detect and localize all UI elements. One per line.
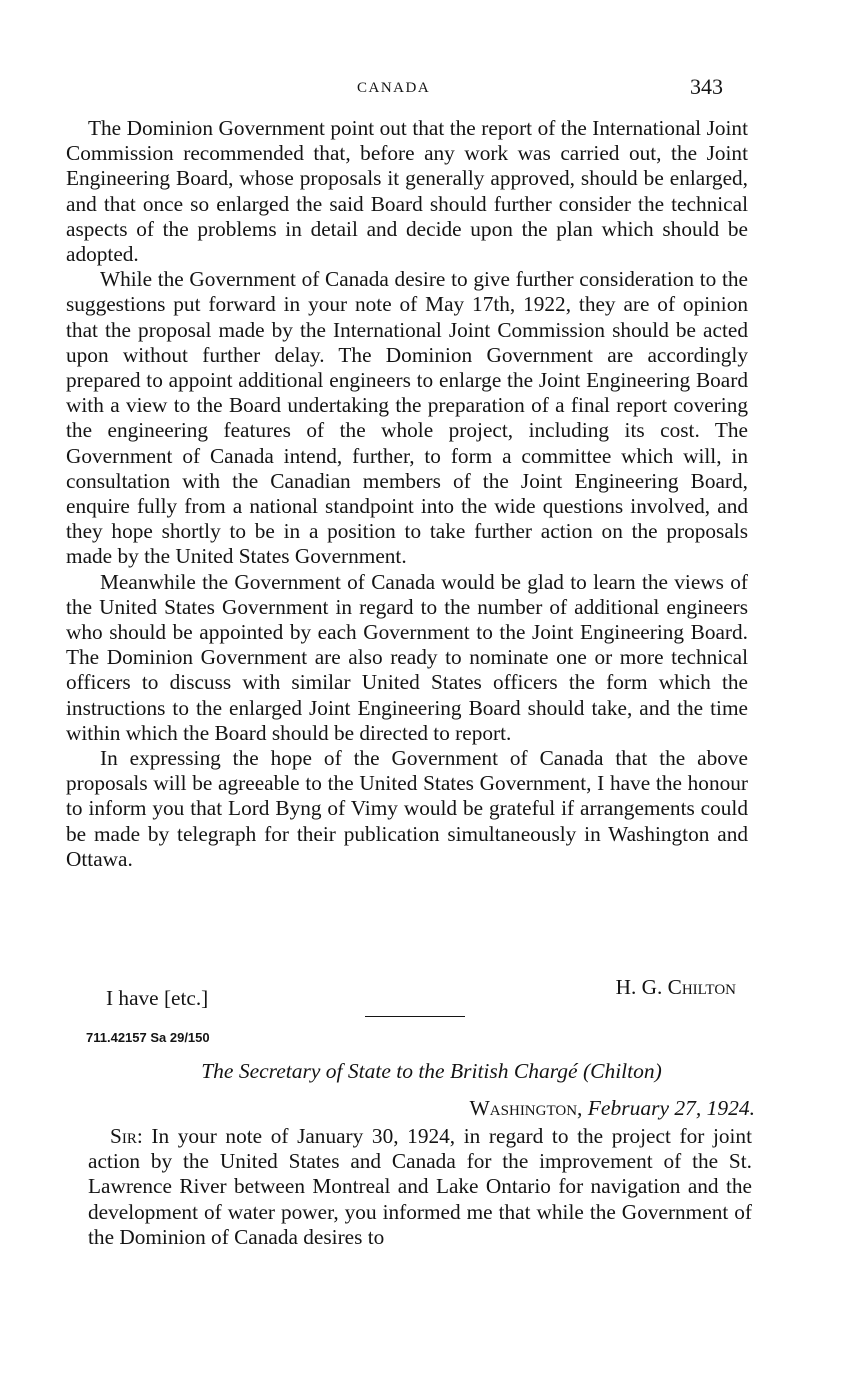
running-header [0,76,863,102]
paragraph: Meanwhile the Government of Canada would be glad to learn the views of the United States Government in regard to the number of additional engineers who should be appointed by each Government to the Joint Engineering Board. The Dominion Government are also ready to nominate one or more technical officers to discuss with similar United States officers the form which the instructions to the enlarged Joint Engineering Board should take, and the time within which the Board should be directed to report. [66,569,748,745]
closing-phrase: I have [etc.] [106,986,209,1010]
file-reference: 711.42157 Sa 29/150 [86,1030,210,1045]
paragraph: While the Government of Canada desire to give further consideration to the suggestions put forward in your note of May 17th, 1922, they are of opinion that the proposal made by the International Joint Commission should be acted upon without further delay. The Dominion Government are accordingly prepared to appoint additional engineers to enlarge the Joint Engineering Board with a view to the Board undertaking the preparation of a final report covering the engineering features of the whole project, including its cost. The Government of Canada intend, further, to form a committee which will, in consultation with the Canadian members of the Joint Engineering Board, enquire fully from a national standpoint into the wide questions involved, and they hope shortly to be in a position to take further action on the proposals made by the United States Government. [66,267,748,569]
section-divider [365,1016,465,1017]
document-heading: The Secretary of State to the British Chargé (Chilton) [201,1059,662,1083]
closing-row [66,975,736,1010]
next-letter-body [88,1124,752,1250]
dateline [470,1096,755,1121]
paragraph [88,1124,752,1250]
paragraph: In expressing the hope of the Government of Canada that the above proposals will be agreeable to the United States Government, I have the honour to inform you that Lord Byng of Vimy would be grateful if arrangements could be made by telegraph for their publication simultaneously in Washington and Ottawa. [66,746,748,871]
letter-body-text [66,116,748,872]
running-head-title: CANADA [357,80,431,96]
signature: H. G. Chilton [615,975,736,999]
page-number: 343 [690,74,723,99]
dateline-date: February 27, 1924. [587,1096,755,1120]
opening-text: In your note of January 30, 1924, in regard to the project for joint action by the United States and Canada for the improvement of the St. Lawrence River between Montreal and Lake Ontario for navigation and the development of water power, you informed me that while the Government of the Dominion of Canada desires to [88,1124,752,1249]
paragraph: The Dominion Government point out that the report of the International Joint Commission recommended that, before any work was carried out, the Joint Engineering Board, whose proposals it generally approved, should be enlarged, and that once so enlarged the said Board should further consider the technical aspects of the problems in detail and decide upon the plan which should be adopted. [66,116,748,267]
dateline-place: Washington, [469,1096,583,1120]
salutation: Sir: [110,1124,143,1148]
